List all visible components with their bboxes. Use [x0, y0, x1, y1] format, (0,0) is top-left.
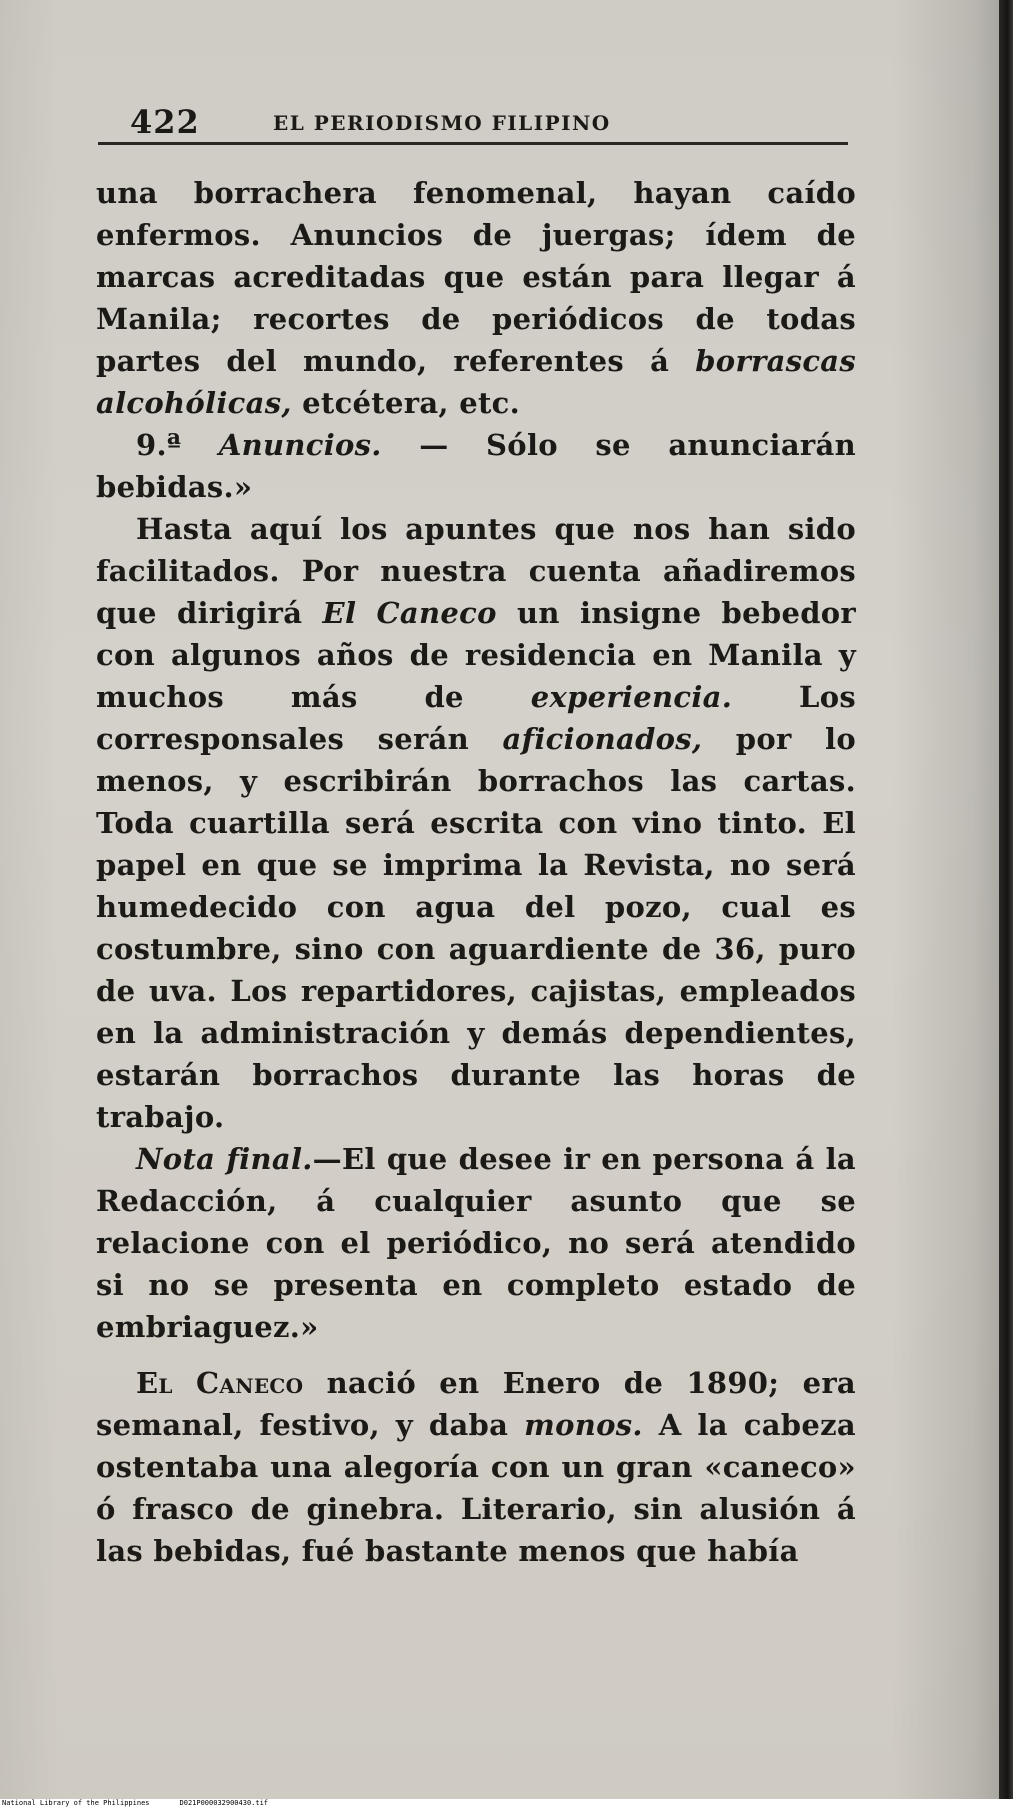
scan-filename: D021P000032900430.tif [179, 1799, 269, 1807]
library-credit: National Library of the Philippines [2, 1799, 150, 1807]
page-number: 422 [130, 103, 200, 141]
paragraph-4: Nota final.—El que desee ir en persona á la Redacción, á cualquier asunto que se relacione con el periódico, no será atendido si no se presenta en completo estado de embriaguez.» [96, 1142, 856, 1344]
paragraph-3: Hasta aquí los apuntes que nos han sido facilitados. Por nuestra cuenta añadiremos que dirigirá El Caneco un insigne bebedor con algunos años de residencia en Manila y muchos más de experiencia. Los corresponsales serán aficionados, por lo menos, y escribirán borrachos las cartas. Toda cuartilla será escrita con vino tinto. El papel en que se imprima la Revista, no será humedecido con agua del pozo, cual es costumbre, sino con aguardiente de 36, puro de uva. Los repartidores, cajistas, empleados en la administración y demás dependientes, estarán borrachos durante las horas de trabajo. [96, 512, 857, 1134]
page-binding-edge [999, 0, 1013, 1800]
header-rule [98, 142, 848, 145]
body-text [96, 172, 856, 1572]
scan-footer [0, 1799, 1013, 1808]
running-title: EL PERIODISMO FILIPINO [273, 111, 611, 135]
paragraph-2: 9.ª Anuncios. — Sólo se anunciarán bebidas.» [96, 428, 856, 504]
paragraph-1: una borrachera fenomenal, hayan caído enfermos. Anuncios de juergas; ídem de marcas acreditadas que están para llegar á Manila; recortes de periódicos de todas partes del mundo, referentes á borrascas alcohólicas, etcétera, etc. [96, 176, 856, 420]
running-header [118, 103, 848, 147]
paragraph-5: El Caneco nació en Enero de 1890; era semanal, festivo, y daba monos. A la cabeza ostentaba una alegoría con un gran «caneco» ó frasco de ginebra. Literario, sin alusión á las bebidas, fué bastante menos que había [96, 1366, 856, 1568]
